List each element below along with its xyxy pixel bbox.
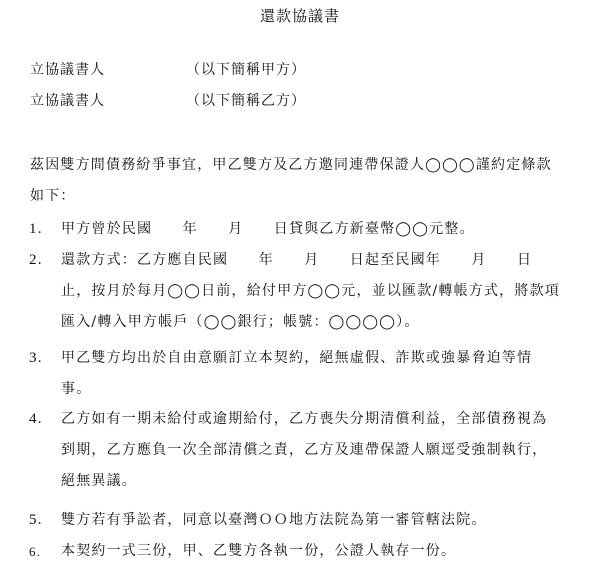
clause-line: 止，按月於每月◯◯日前，給付甲方◯◯元，並以匯款/轉帳方式，將款項 <box>61 283 560 299</box>
intro-line-2: 如下： <box>30 188 76 204</box>
clause-line: 本契約一式三份，甲、乙雙方各執一份，公證人執存一份。 <box>61 543 457 559</box>
party-a-line <box>30 59 306 79</box>
clause-line: 還款方式：乙方應自民國 年 月 日起至民國年 月 日 <box>61 252 533 268</box>
clause-line: 雙方若有爭訟者，同意以臺灣ＯＯ地方法院為第一審管轄法院。 <box>61 512 487 528</box>
clause-number: 1. <box>29 221 43 237</box>
clause-line: 絕無異議。 <box>61 473 137 489</box>
clause-line: 乙方如有一期未給付或逾期給付，乙方喪失分期清償利益，全部債務視為 <box>61 411 548 427</box>
clause-text <box>61 245 591 338</box>
party-a-label: 立協議書人 <box>30 62 105 78</box>
intro-line-1: 茲因雙方間債務紛爭事宜，甲乙雙方及乙方邀同連帶保證人◯◯◯謹約定條款 <box>30 157 552 173</box>
party-b-line <box>30 90 306 110</box>
clause-text <box>61 404 591 497</box>
party-b-label: 立協議書人 <box>30 93 105 109</box>
clause-text <box>61 536 591 567</box>
clause-line: 甲乙雙方均出於自由意願訂立本契約，絕無虛假、詐欺或強暴脅迫等情 <box>61 350 533 366</box>
clause-number: 4. <box>29 411 43 427</box>
intro-paragraph <box>30 150 590 212</box>
party-b-note: （以下簡稱乙方） <box>186 93 306 109</box>
clause-line: 匯入/轉入甲方帳戶（◯◯銀行；帳號：◯◯◯◯）。 <box>61 314 420 330</box>
clause-line: 事。 <box>61 381 92 397</box>
clause-number: 5. <box>29 512 43 528</box>
party-a-note: （以下簡稱甲方） <box>186 62 306 78</box>
clause-line: 甲方曾於民國 年 月 日貸與乙方新臺幣◯◯元整。 <box>61 221 475 237</box>
clause-text <box>61 505 591 536</box>
clause-text <box>61 214 591 245</box>
clause-number: 6. <box>29 544 42 559</box>
clause-line: 到期，乙方應負一次全部清償之責，乙方及連帶保證人願逕受強制執行， <box>61 442 548 458</box>
clause-text <box>61 343 591 405</box>
clause-number: 3. <box>29 350 43 366</box>
document-title: 還款協議書 <box>259 7 340 25</box>
clause-number: 2. <box>29 252 43 268</box>
